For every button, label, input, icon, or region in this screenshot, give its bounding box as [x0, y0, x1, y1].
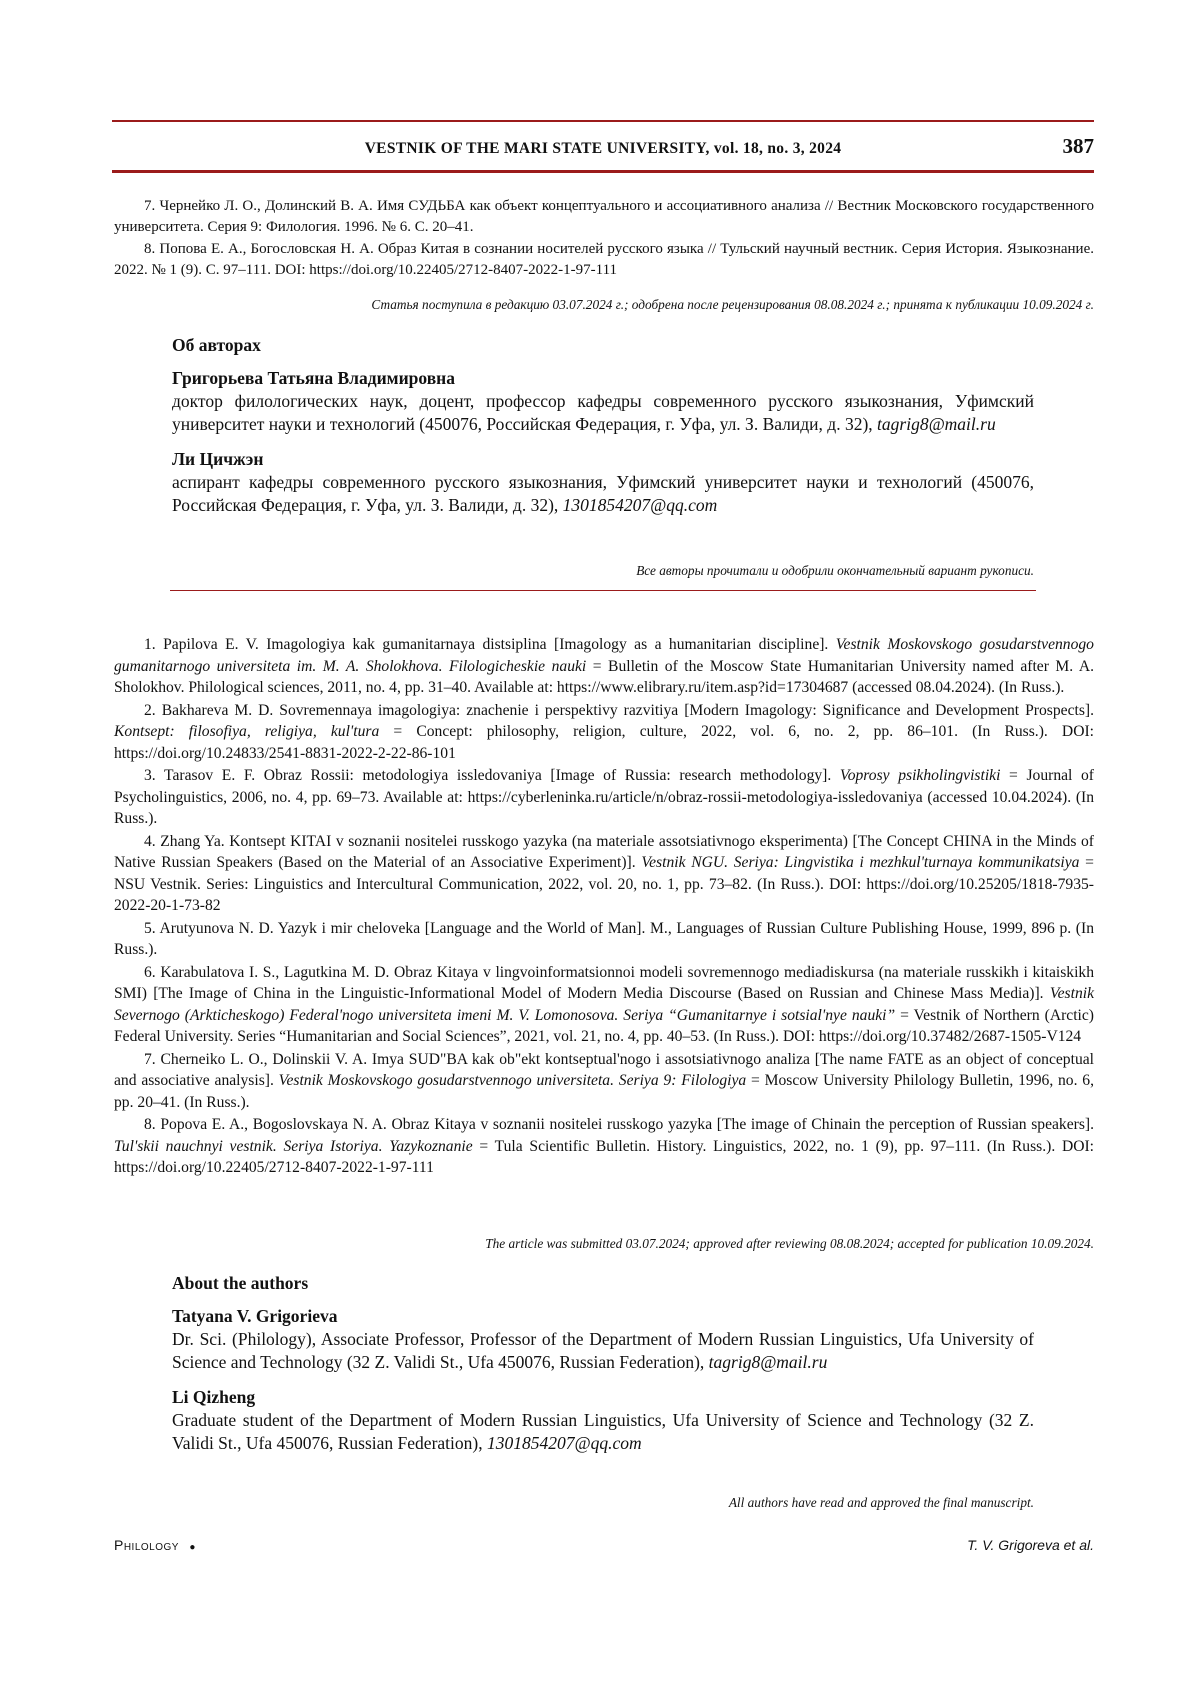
- author-email[interactable]: 1301854207@qq.com: [487, 1433, 642, 1453]
- author-affiliation: Graduate student of the Department of Modern Russian Linguistics, Ufa University of Science and Technology (32 Z. Validi St., Ufa 450076, Russian Federation),: [172, 1410, 1034, 1453]
- author-name: Li Qizheng: [172, 1386, 1034, 1409]
- reference-en-7: 7. Cherneiko L. O., Dolinskii V. A. Imya SUD"BA kak ob"ekt kontseptual'nogo i assotsiativnogo analiza [The name FATE as an object of conceptual and associative analysis]. Vestnik Moskovskogo gosudarstvennogo universiteta. Seriya 9: Filologiya = Moscow University Philology Bulletin, 1996, no. 6, pp. 20–41. (In Russ.).: [114, 1049, 1094, 1114]
- footer-section-label: Philology: [114, 1537, 179, 1553]
- reference-en-2: 2. Bakhareva M. D. Sovremennaya imagologiya: znachenie i perspektivy razvitiya [Modern Imagology: Significance and Development Prospects]. Kontsept: filosofiya, religiya, kul'tura = Concept: philosophy, religion, culture, 2022, vol. 6, no. 2, pp. 86–101. (In Russ.). DOI: https://doi.org/10.24833/2541-8831-2022-2-22-86-101: [114, 700, 1094, 765]
- author-name: Tatyana V. Grigorieva: [172, 1305, 1034, 1328]
- journal-title: VESTNIK OF THE MARI STATE UNIVERSITY, vol. 18, no. 3, 2024: [112, 140, 1094, 158]
- authors-section-en: [172, 1272, 1034, 1467]
- references-en: [114, 634, 1094, 1180]
- author-description: [172, 471, 1034, 517]
- author-email[interactable]: 1301854207@qq.com: [563, 495, 718, 515]
- footer-authors: T. V. Grigoreva et al.: [967, 1537, 1094, 1553]
- author-description: [172, 1409, 1034, 1455]
- reference-en-6: 6. Karabulatova I. S., Lagutkina M. D. Obraz Kitaya v lingvoinformatsionnoi modeli sovremennogo mediadiskursa (na materiale russkikh i kitaiskikh SMI) [The Image of China in the Linguistic-Informational Model of Modern Media Discourse (Based on Russian and Chinese Mass Media)]. Vestnik Severnogo (Arkticheskogo) Federal'nogo universiteta imeni M. V. Lomonosova. Seriya “Gumanitarnye i sotsial'nye nauki” = Vestnik of Northern (Arctic) Federal University. Series “Humanitarian and Social Sciences”, 2021, vol. 21, no. 4, pp. 40–53. (In Russ.). DOI: https://doi.org/10.37482/2687-1505-V124: [114, 962, 1094, 1048]
- author-name: Григорьева Татьяна Владимировна: [172, 367, 1034, 390]
- reference-ru-7: 7. Чернейко Л. О., Долинский В. А. Имя СУДЬБА как объект концептуального и ассоциативного анализа // Вестник Московского государственного университета. Серия 9: Филология. 1996. № 6. С. 20–41.: [114, 196, 1094, 238]
- author-affiliation: Dr. Sci. (Philology), Associate Professor, Professor of the Department of Modern Russian Linguistics, Ufa University of Science and Technology (32 Z. Validi St., Ufa 450076, Russian Federation),: [172, 1329, 1034, 1372]
- approval-note-ru: Все авторы прочитали и одобрили окончательный вариант рукописи.: [636, 563, 1034, 579]
- approval-note-en: All authors have read and approved the final manuscript.: [729, 1495, 1034, 1511]
- author-email[interactable]: tagrig8@mail.ru: [709, 1352, 828, 1372]
- authors-heading-ru: Об авторах: [172, 334, 1034, 357]
- header-rule-bottom: [112, 170, 1094, 173]
- journal-page: [0, 0, 1200, 1697]
- reference-en-1: 1. Papilova E. V. Imagologiya kak gumanitarnaya distsiplina [Imagology as a humanitarian discipline]. Vestnik Moskovskogo gosudarstvennogo gumanitarnogo universiteta im. M. A. Sholokhova. Filologicheskie nauki = Bulletin of the Moscow State Humanitarian University named after M. A. Sholokhov. Philological sciences, 2011, no. 4, pp. 31–40. Available at: https://www.elibrary.ru/item.asp?id=17304687 (accessed 08.04.2024). (In Russ.).: [114, 634, 1094, 699]
- bullet-icon: ●: [189, 1542, 196, 1553]
- page-number: 387: [1063, 134, 1095, 159]
- reference-ru-8: 8. Попова Е. А., Богословская Н. А. Образ Китая в сознании носителей русского языка // Тульский научный вестник. Серия История. Языкознание. 2022. № 1 (9). С. 97–111. DOI: https://doi.org/10.22405/2712-8407-2022-1-97-111: [114, 239, 1094, 281]
- reference-en-8: 8. Popova E. A., Bogoslovskaya N. A. Obraz Kitaya v soznanii nositelei russkogo yazyka [The image of Chinain the perception of Russian speakers]. Tul'skii nauchnyi vestnik. Seriya Istoriya. Yazykoznanie = Tula Scientific Bulletin. History. Linguistics, 2022, no. 1 (9), pp. 97–111. (In Russ.). DOI: https://doi.org/10.22405/2712-8407-2022-1-97-111: [114, 1114, 1094, 1179]
- author-description: [172, 1328, 1034, 1374]
- reference-en-5: 5. Arutyunova N. D. Yazyk i mir cheloveka [Language and the World of Man]. M., Languages of Russian Culture Publishing House, 1999, 896 p. (In Russ.).: [114, 918, 1094, 961]
- author-description: [172, 390, 1034, 436]
- reference-en-4: 4. Zhang Ya. Kontsept KITAI v soznanii nositelei russkogo yazyka (na materiale assotsiativnogo eksperimenta) [The Concept CHINA in the Minds of Native Russian Speakers (Based on the Material of an Associative Experiment)]. Vestnik NGU. Seriya: Lingvistika i mezhkul'turnaya kommunikatsiya = NSU Vestnik. Series: Linguistics and Intercultural Communication, 2022, vol. 20, no. 1, pp. 73–82. (In Russ.). DOI: https://doi.org/10.25205/1818-7935-2022-20-1-73-82: [114, 831, 1094, 917]
- author-email[interactable]: tagrig8@mail.ru: [877, 414, 996, 434]
- footer-section: [114, 1537, 196, 1553]
- author-affiliation: аспирант кафедры современного русского языкознания, Уфимский университет науки и технологий (450076, Российская Федерация, г. Уфа, ул. З. Валиди, д. 32),: [172, 472, 1034, 515]
- section-divider: [170, 590, 1036, 591]
- authors-heading-en: About the authors: [172, 1272, 1034, 1295]
- authors-section-ru: [172, 334, 1034, 529]
- submission-note-ru: Статья поступила в редакцию 03.07.2024 г.; одобрена после рецензирования 08.08.2024 г.; принята к публикации 10.09.2024 г.: [114, 297, 1094, 313]
- author-name: Ли Цичжэн: [172, 448, 1034, 471]
- reference-en-3: 3. Tarasov E. F. Obraz Rossii: metodologiya issledovaniya [Image of Russia: research methodology]. Voprosy psikholingvistiki = Journal of Psycholinguistics, 2006, no. 4, pp. 69–73. Available at: https://cyberleninka.ru/article/n/obraz-rossii-metodologiya-issledovaniya (accessed 10.04.2024). (In Russ.).: [114, 765, 1094, 830]
- references-ru: [114, 196, 1094, 282]
- author-affiliation: доктор филологических наук, доцент, профессор кафедры современного русского языкознания, Уфимский университет науки и технологий (450076, Российская Федерация, г. Уфа, ул. З. Валиди, д. 32),: [172, 391, 1034, 434]
- header-rule-top: [112, 120, 1094, 122]
- submission-note-en: The article was submitted 03.07.2024; approved after reviewing 08.08.2024; accepted for publication 10.09.2024.: [114, 1236, 1094, 1252]
